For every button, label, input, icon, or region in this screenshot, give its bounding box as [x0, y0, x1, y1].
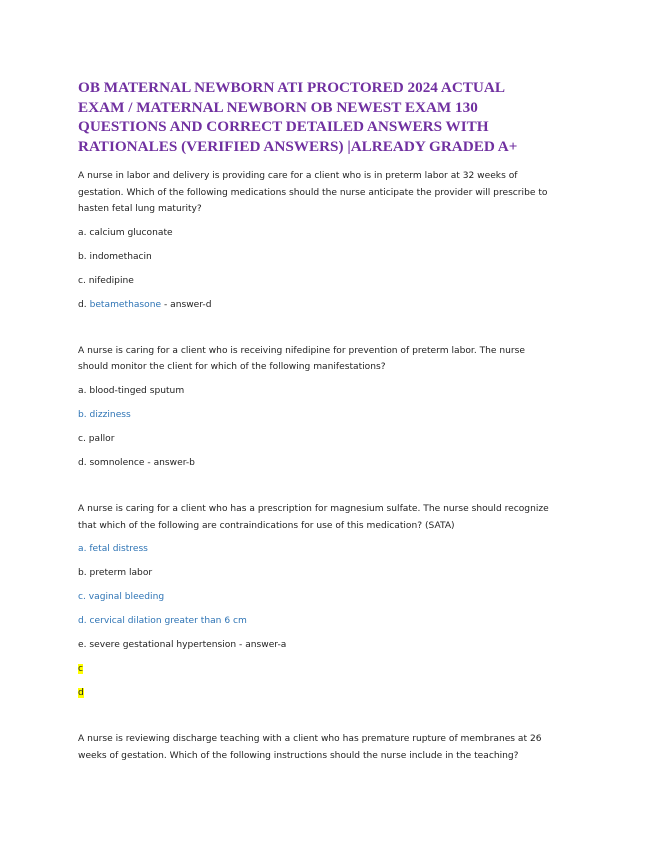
correct-answer-text: betamethasone	[89, 299, 162, 310]
question-3	[78, 501, 578, 700]
option-d	[78, 299, 578, 312]
question-2	[78, 343, 578, 470]
stem-line: A nurse is reviewing discharge teaching with a client who has premature rupture of membranes at 26	[78, 734, 542, 745]
stem-line: A nurse in labor and delivery is providing care for a client who is in preterm labor at 32 weeks of	[78, 171, 518, 181]
option-c: c. nifedipine	[78, 275, 134, 286]
stem-line: should monitor the client for which of the following manifestations?	[78, 362, 386, 373]
option-c: c. pallor	[78, 433, 115, 444]
question-4-stem	[78, 731, 578, 764]
option-b: b. preterm labor	[78, 568, 153, 579]
stem-line: A nurse is caring for a client who is receiving nifedipine for prevention of preterm labor. The nurse	[78, 345, 526, 356]
option-d: d. somnolence - answer-b	[78, 457, 195, 468]
stem-line: weeks of gestation. Which of the following instructions should the nurse include in the teaching?	[78, 750, 519, 761]
title-line-4: RATIONALES (VERIFIED ANSWERS) |ALREADY GRADED A+	[78, 137, 518, 155]
stem-line: that which of the following are contraindications for use of this medication? (SATA)	[78, 520, 455, 531]
title-line-3: QUESTIONS AND CORRECT DETAILED ANSWERS WITH	[78, 118, 489, 135]
stem-line: A nurse is caring for a client who has a prescription for magnesium sulfate. The nurse should recognize	[78, 503, 549, 514]
stem-line: gestation. Which of the following medications should the nurse anticipate the provider will prescribe to	[78, 187, 548, 198]
question-2-stem	[78, 343, 578, 376]
option-d-prefix: d.	[78, 299, 90, 310]
document-title	[78, 78, 578, 156]
document-page	[78, 78, 578, 764]
question-3-stem	[78, 501, 578, 534]
stem-line: hasten fetal lung maturity?	[78, 204, 202, 215]
title-line-1: OB MATERNAL NEWBORN ATI PROCTORED 2024 ACTUAL	[78, 79, 505, 96]
highlighted-answer: c	[78, 664, 83, 675]
question-4	[78, 731, 578, 764]
option-a: a. calcium gluconate	[78, 227, 173, 238]
title-line-2: EXAM / MATERNAL NEWBORN OB NEWEST EXAM 130	[78, 98, 478, 116]
option-a-correct: a. fetal distress	[78, 544, 148, 555]
highlighted-answer: d	[78, 688, 84, 699]
option-d-correct: d. cervical dilation greater than 6 cm	[78, 616, 247, 627]
option-b-correct: b. dizziness	[78, 409, 131, 420]
question-1	[78, 168, 578, 312]
option-c-correct: c. vaginal bleeding	[78, 592, 165, 603]
answer-key: - answer-d	[161, 299, 212, 310]
option-e: e. severe gestational hypertension - answer-a	[78, 640, 287, 651]
extra-answer	[78, 687, 578, 700]
option-a: a. blood-tinged sputum	[78, 385, 185, 396]
question-1-stem	[78, 168, 578, 218]
option-b: b. indomethacin	[78, 251, 152, 262]
extra-answer	[78, 663, 578, 676]
